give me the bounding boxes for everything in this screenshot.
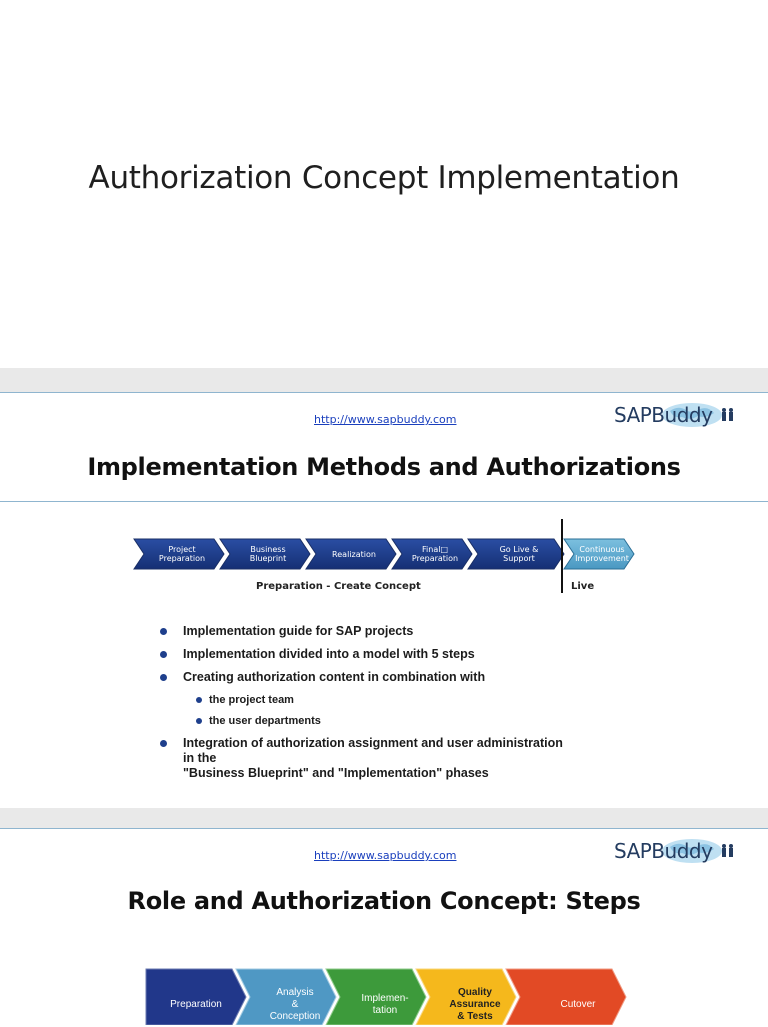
- sapbuddy-logo: [612, 835, 742, 869]
- bullet-dot: [160, 628, 167, 635]
- sapbuddy-logo: [612, 399, 742, 433]
- phase-label-1: Project Preparation: [158, 545, 206, 563]
- step-label-1: Preparation: [170, 999, 222, 1010]
- slide-title-text: Authorization Concept Implementation: [88, 160, 680, 196]
- phase-label-5: Go Live & Support: [499, 545, 539, 563]
- prep-label: Preparation - Create Concept: [256, 581, 421, 592]
- slide-role-concept-steps: [0, 828, 768, 1025]
- logo-text: SAPBuddy: [614, 403, 713, 427]
- step-label-4: Quality Assurance & Tests: [449, 987, 501, 1022]
- phase-label-6: Continuous Improvement: [575, 545, 629, 563]
- slide-heading: Implementation Methods and Authorizations: [87, 453, 681, 481]
- slide-gap: [0, 368, 768, 392]
- logo-text: SAPBuddy: [614, 839, 713, 863]
- go-live-divider: [561, 519, 563, 593]
- sub-bullet-2: the user departments: [209, 715, 321, 727]
- step-label-5: Cutover: [560, 999, 596, 1010]
- sapbuddy-link[interactable]: http://www.sapbuddy.com: [314, 849, 457, 862]
- bullet-2: Implementation divided into a model with 5 steps: [183, 647, 475, 661]
- slide-heading: Role and Authorization Concept: Steps: [127, 887, 641, 915]
- phase-label-2: Business Blueprint: [249, 545, 287, 563]
- phase-label-4: Final□ Preparation: [411, 545, 459, 563]
- sapbuddy-link[interactable]: http://www.sapbuddy.com: [314, 413, 457, 426]
- sub-bullet-dot: [196, 697, 202, 703]
- slide-implementation-methods: [0, 392, 768, 809]
- bullet-dot: [160, 674, 167, 681]
- people-icon: [720, 843, 736, 859]
- bullet-dot: [160, 740, 167, 747]
- step-label-2: Analysis & Conception: [269, 987, 321, 1022]
- step-label-3: Implemen- tation: [361, 993, 409, 1016]
- people-icon: [720, 407, 736, 423]
- slide-title: [0, 0, 768, 368]
- sub-bullet-1: the project team: [209, 694, 294, 706]
- slide-gap: [0, 808, 768, 828]
- heading-divider: [0, 501, 768, 502]
- bullet-1: Implementation guide for SAP projects: [183, 624, 414, 638]
- bullet-dot: [160, 651, 167, 658]
- sub-bullet-dot: [196, 718, 202, 724]
- bullet-4: Integration of authorization assignment and user administration in the "Business Blueprint" and "Implementation" phases: [183, 736, 563, 780]
- live-label: Live: [571, 581, 595, 592]
- bullet-3: Creating authorization content in combination with: [183, 670, 486, 684]
- phase-label-3: Realization: [332, 549, 376, 559]
